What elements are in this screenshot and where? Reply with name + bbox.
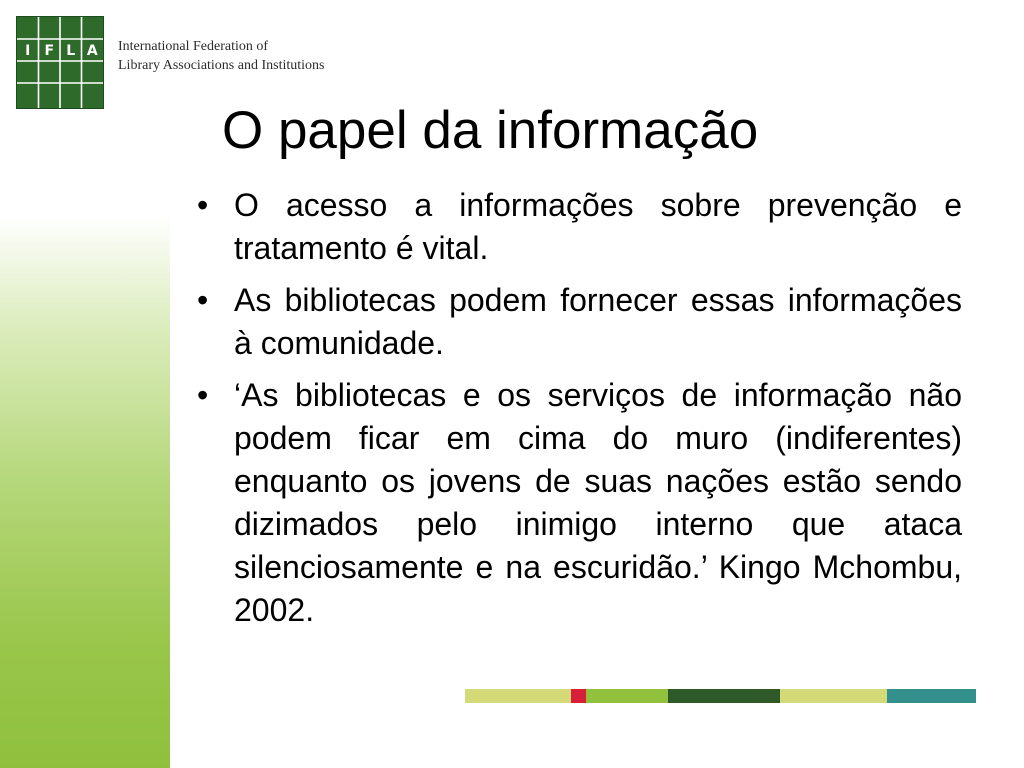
organization-name-line1: International Federation of — [118, 39, 269, 54]
logo-letter-a: A — [86, 43, 98, 59]
bullet-item — [195, 279, 962, 365]
bullet-point-icon: • — [197, 282, 209, 318]
color-bar-segment — [465, 689, 571, 703]
bullet-item — [195, 184, 962, 270]
color-bar-segment — [780, 689, 887, 703]
bullet-text: As bibliotecas podem fornecer essas informações à comunidade. — [234, 282, 962, 361]
bullet-text: O acesso a informações sobre prevenção e tratamento é vital. — [234, 187, 962, 266]
logo-letter-l: L — [66, 43, 76, 59]
color-bar-segment — [586, 689, 668, 703]
bullet-list — [195, 184, 962, 641]
side-gradient-decoration — [0, 215, 170, 768]
color-bar-segment — [887, 689, 976, 703]
organization-name — [118, 37, 324, 75]
organization-name-line2: Library Associations and Institutions — [118, 58, 325, 73]
color-bar-segment — [571, 689, 586, 703]
bullet-text: ‘As bibliotecas e os serviços de informação não podem ficar em cima do muro (indiferentes) enquanto os jovens de suas nações estão sendo dizimados pelo inimigo interno que ataca silenciosamente e na escuridão.’ Kingo Mchombu, 2002. — [234, 377, 962, 628]
slide-title: O papel da informação — [222, 101, 759, 160]
bullet-point-icon: • — [197, 377, 209, 413]
decorative-color-bar — [465, 689, 976, 703]
logo-letter-f: F — [44, 43, 55, 59]
logo-letter-i: I — [25, 43, 31, 59]
color-bar-segment — [668, 689, 780, 703]
ifla-logo — [16, 16, 104, 109]
bullet-point-icon: • — [197, 187, 209, 223]
bullet-item — [195, 374, 962, 632]
